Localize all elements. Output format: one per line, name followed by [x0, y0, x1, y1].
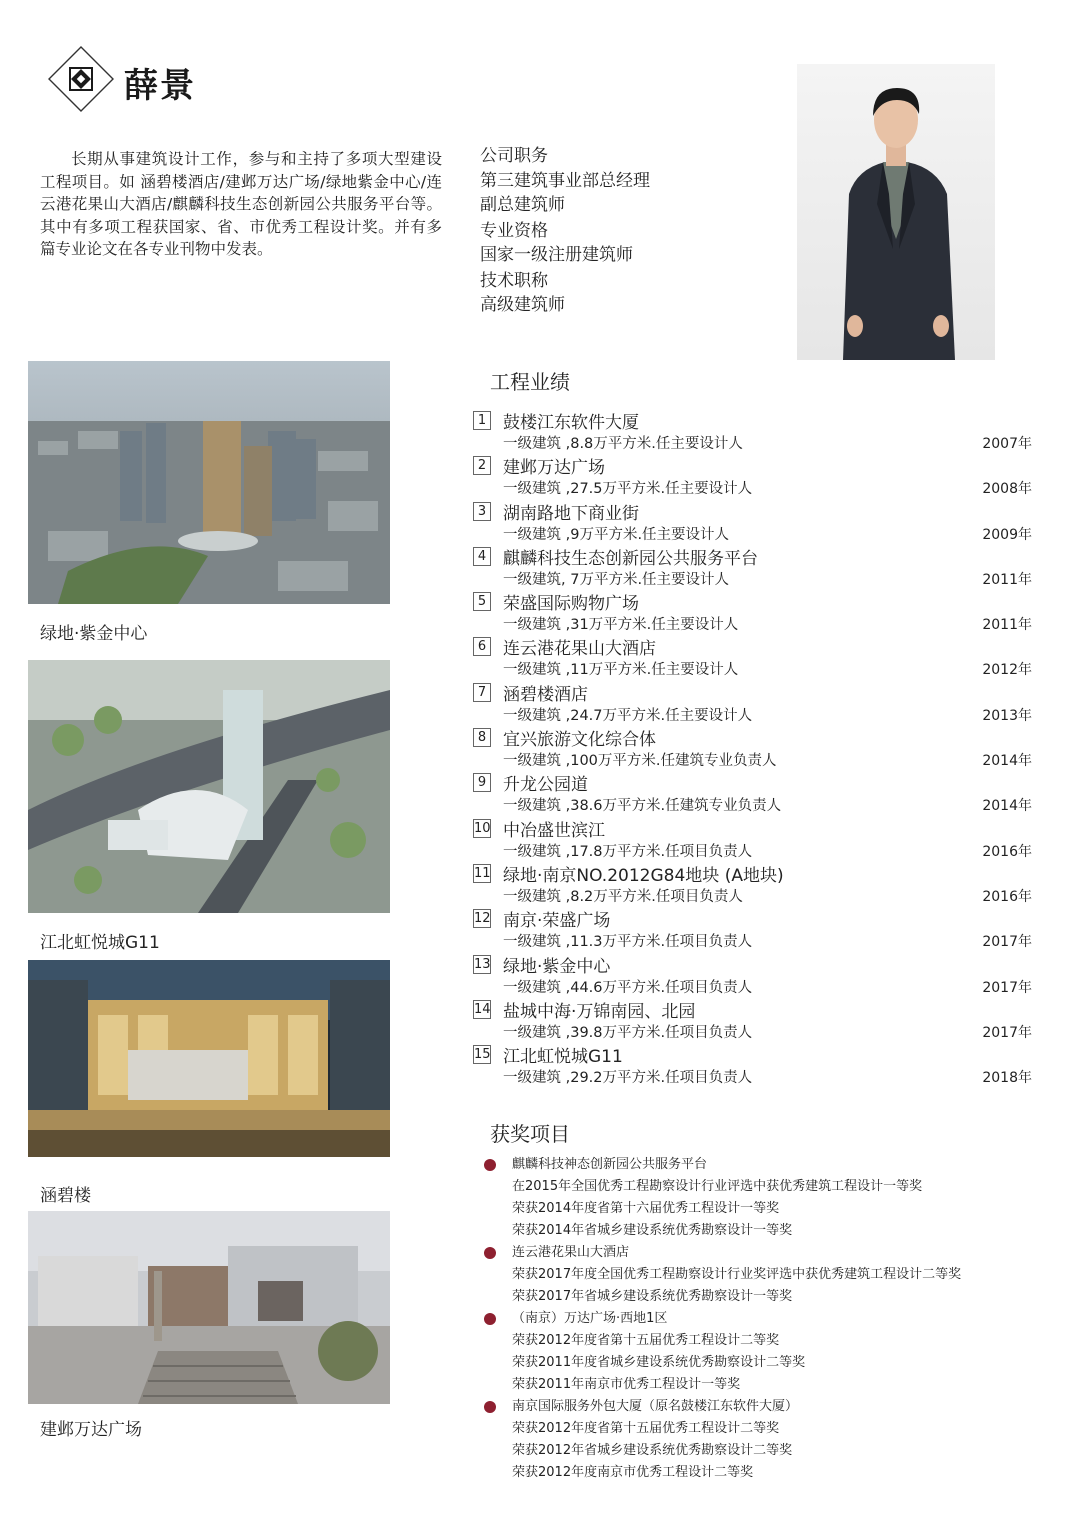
project-desc: 一级建筑 ,100万平方米.任建筑专业负责人 [503, 753, 777, 770]
project-number: 14 [474, 1001, 491, 1017]
project-number: 9 [473, 773, 491, 792]
project-year: 2016年 [982, 843, 1032, 860]
photo-caption: 涵碧楼 [40, 1186, 91, 1206]
award-item: 荣获2017年度全国优秀工程勘察设计行业奖评选中获优秀建筑工程设计二等奖 [512, 1267, 962, 1282]
project-number: 3 [473, 502, 491, 521]
project-item [470, 1041, 1036, 1086]
award-item: 在2015年全国优秀工程勘察设计行业评选中获优秀建筑工程设计一等奖 [512, 1179, 923, 1194]
project-number: 8 [473, 728, 491, 747]
project-number: 4 [473, 547, 491, 566]
project-year: 2009年 [982, 526, 1032, 543]
project-item [470, 452, 1036, 497]
project-name: 建邺万达广场 [503, 458, 605, 479]
award-item: 荣获2014年度省第十六届优秀工程设计一等奖 [512, 1201, 780, 1216]
project-name: 江北虹悦城G11 [503, 1047, 623, 1068]
award-item: 荣获2011年度省城乡建设系统优秀勘察设计二等奖 [512, 1355, 806, 1370]
award-project [482, 1154, 1042, 1176]
project-number: 13 [474, 956, 491, 972]
project-name: 中冶盛世滨江 [503, 820, 605, 841]
project-number: 6 [473, 637, 491, 656]
project-desc: 一级建筑 ,27.5万平方米.任主要设计人 [503, 481, 753, 498]
award-item: 荣获2011年南京市优秀工程设计一等奖 [512, 1377, 741, 1392]
portrait-photo [797, 64, 995, 360]
project-number: 1 [473, 411, 491, 430]
project-item [470, 679, 1036, 724]
project-year: 2017年 [982, 979, 1032, 996]
project-desc: 一级建筑 ,8.8万平方米.任主要设计人 [503, 436, 743, 452]
project-desc: 一级建筑 ,24.7万平方米.任主要设计人 [503, 707, 753, 724]
project-desc: 一级建筑 ,17.8万平方米.任项目负责人 [503, 843, 753, 860]
info-value: 副总建筑师 [480, 195, 565, 215]
project-number: 10 [474, 820, 491, 836]
project-item [470, 543, 1036, 588]
bullet-icon [484, 1313, 496, 1325]
project-year: 2017年 [982, 1024, 1032, 1041]
award-item: 荣获2017年省城乡建设系统优秀勘察设计一等奖 [512, 1289, 793, 1304]
intro-paragraph: 长期从事建筑设计工作，参与和主持了多项大型建设工程项目。如 涵碧楼酒店/建邺万达广场/绿地紫金中心/连云港花果山大酒店/麒麟科技生态创新园公共服务平台等。其中有多项工程获国家、省、市优秀工程设计奖。并有多篇专业论文在各专业刊物中发表。 [40, 150, 442, 258]
company-logo [48, 46, 114, 112]
project-desc: 一级建筑 ,44.6万平方米.任项目负责人 [503, 979, 753, 996]
award-item: 荣获2012年度南京市优秀工程设计二等奖 [512, 1465, 754, 1480]
project-desc: 一级建筑 ,8.2万平方米.任项目负责人 [503, 888, 743, 905]
project-item [470, 498, 1036, 543]
project-name: 涵碧楼酒店 [503, 684, 588, 705]
project-item [470, 633, 1036, 678]
awards-list [482, 1154, 1042, 1484]
project-year: 2018年 [982, 1070, 1032, 1087]
project-number: 15 [474, 1047, 491, 1063]
info-value: 第三建筑事业部总经理 [480, 170, 650, 191]
project-year: 2016年 [982, 888, 1032, 905]
project-desc: 一级建筑 ,31万平方米.任主要设计人 [503, 617, 739, 634]
project-name: 宜兴旅游文化综合体 [503, 730, 656, 751]
project-number: 12 [474, 911, 491, 927]
award-item: 荣获2012年度省第十五届优秀工程设计二等奖 [512, 1421, 780, 1436]
project-name: 荣盛国际购物广场 [503, 594, 639, 615]
award-project-name: 南京国际服务外包大厦（原名鼓楼江东软件大厦） [512, 1399, 799, 1414]
position-info [480, 144, 780, 319]
project-name: 盐城中海·万锦南园、北园 [503, 1001, 696, 1022]
info-label: 专业资格 [480, 220, 548, 241]
awards-title: 获奖项目 [490, 1122, 570, 1146]
bullet-icon [484, 1401, 496, 1413]
project-item [470, 951, 1036, 996]
project-name: 连云港花果山大酒店 [503, 639, 656, 660]
person-name: 薛景 [124, 66, 196, 106]
project-year: 2014年 [982, 798, 1032, 815]
project-year: 2014年 [982, 753, 1032, 770]
photo-hanbilou [28, 960, 390, 1157]
project-year: 2017年 [982, 934, 1032, 951]
award-project [482, 1242, 1042, 1264]
projects-title: 工程业绩 [490, 370, 570, 394]
project-name: 南京·荣盛广场 [503, 911, 611, 932]
project-year: 2008年 [982, 481, 1032, 498]
project-year: 2007年 [982, 436, 1032, 452]
award-project [482, 1396, 1042, 1418]
info-value: 高级建筑师 [480, 295, 565, 315]
project-desc: 一级建筑 ,39.8万平方米.任项目负责人 [503, 1024, 753, 1041]
project-number: 7 [473, 683, 491, 702]
award-project [482, 1308, 1042, 1330]
project-desc: 一级建筑, 7万平方米.任主要设计人 [503, 571, 730, 588]
bullet-icon [484, 1159, 496, 1171]
project-item [470, 860, 1036, 905]
project-item [470, 905, 1036, 950]
info-group-title [480, 269, 780, 318]
project-number: 2 [473, 456, 491, 475]
project-item [470, 588, 1036, 633]
project-item [470, 815, 1036, 860]
project-desc: 一级建筑 ,11.3万平方米.任项目负责人 [503, 934, 753, 951]
award-item: 荣获2012年省城乡建设系统优秀勘察设计二等奖 [512, 1443, 793, 1458]
photo-lvdi-zijin [28, 361, 390, 604]
project-desc: 一级建筑 ,11万平方米.任主要设计人 [503, 662, 739, 679]
info-group-position [480, 144, 780, 218]
photo-jiangbei-hongyuecheng [28, 660, 390, 913]
project-number: 5 [473, 592, 491, 611]
photo-caption: 建邺万达广场 [40, 1420, 142, 1440]
project-name: 绿地·南京NO.2012G84地块 (A地块) [503, 865, 784, 886]
info-label: 技术职称 [480, 270, 548, 291]
project-desc: 一级建筑 ,9万平方米.任主要设计人 [503, 526, 730, 543]
award-project-name: （南京）万达广场·西地1区 [512, 1311, 668, 1326]
info-value: 国家一级注册建筑师 [480, 245, 633, 265]
photo-caption: 江北虹悦城G11 [40, 933, 160, 953]
photo-jianye-wanda [28, 1211, 390, 1404]
project-item [470, 724, 1036, 769]
project-year: 2011年 [982, 571, 1032, 588]
project-number: 11 [474, 865, 491, 881]
project-year: 2012年 [982, 662, 1032, 679]
info-label: 公司职务 [480, 146, 548, 166]
project-desc: 一级建筑 ,29.2万平方米.任项目负责人 [503, 1070, 753, 1087]
projects-list [470, 407, 1036, 1086]
bullet-icon [484, 1247, 496, 1259]
award-project-name: 麒麟科技神态创新园公共服务平台 [512, 1157, 708, 1172]
project-name: 湖南路地下商业街 [503, 503, 639, 524]
project-year: 2011年 [982, 617, 1032, 634]
project-name: 鼓楼江东软件大厦 [503, 413, 639, 433]
award-item: 荣获2012年度省第十五届优秀工程设计二等奖 [512, 1333, 780, 1348]
project-item [470, 407, 1036, 452]
photo-caption: 绿地·紫金中心 [40, 624, 148, 644]
project-name: 升龙公园道 [503, 775, 588, 796]
project-name: 绿地·紫金中心 [503, 956, 611, 977]
award-project-name: 连云港花果山大酒店 [512, 1245, 630, 1260]
project-item [470, 996, 1036, 1041]
info-group-qualification [480, 219, 780, 268]
project-desc: 一级建筑 ,38.6万平方米.任建筑专业负责人 [503, 798, 782, 815]
award-item: 荣获2014年省城乡建设系统优秀勘察设计一等奖 [512, 1223, 793, 1238]
project-name: 麒麟科技生态创新园公共服务平台 [503, 548, 758, 569]
project-year: 2013年 [982, 707, 1032, 724]
project-item [470, 769, 1036, 814]
